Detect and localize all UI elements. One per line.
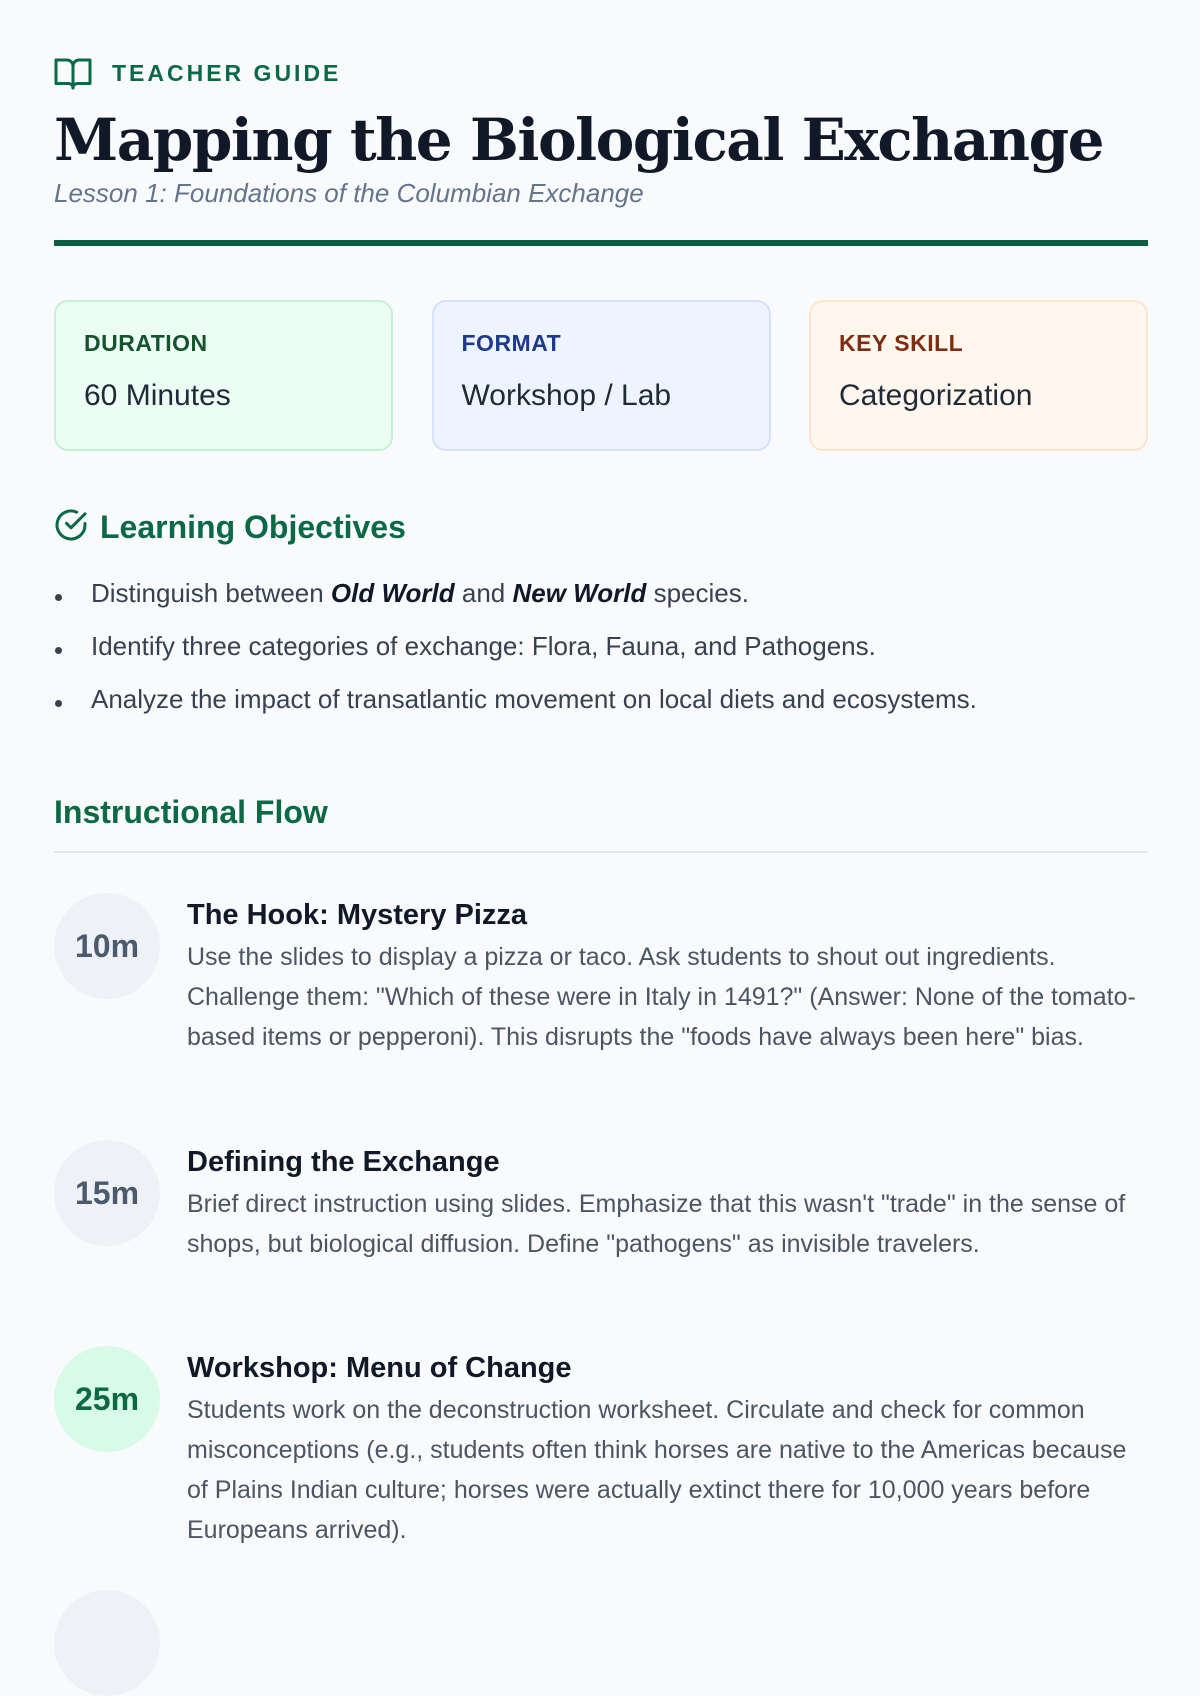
objectives-list xyxy=(54,578,977,737)
format-card xyxy=(432,300,771,451)
objective-emphasis: New World xyxy=(512,578,647,608)
step-description: Brief direct instruction using slides. Emphasize that this wasn't "trade" in the sense of shops, but biological diffusion. Define "pathogens" as invisible travelers. xyxy=(187,1190,1126,1258)
step-time-badge: 15m xyxy=(54,1140,160,1246)
flow-divider xyxy=(54,851,1148,853)
step-body xyxy=(187,893,1147,1057)
info-cards xyxy=(54,300,1148,451)
duration-card xyxy=(54,300,393,451)
step-title: Workshop: Menu of Change xyxy=(187,1352,572,1384)
book-open-icon xyxy=(54,56,92,90)
objectives-heading xyxy=(54,508,406,547)
step-time-badge: 10m xyxy=(54,893,160,999)
card-value: Workshop / Lab xyxy=(461,379,672,412)
card-label: KEY SKILL xyxy=(839,330,964,356)
step-body xyxy=(187,1346,1147,1550)
objective-text: species. xyxy=(646,578,749,608)
check-circle-icon xyxy=(54,508,88,547)
card-label: DURATION xyxy=(84,330,208,356)
step-time-badge: 25m xyxy=(54,1346,160,1452)
objectives-heading-text: Learning Objectives xyxy=(100,509,406,545)
step-title: The Hook: Mystery Pizza xyxy=(187,899,528,931)
eyebrow-label: TEACHER GUIDE xyxy=(112,59,342,86)
key-skill-card xyxy=(809,300,1148,451)
objective-text: Identify three categories of exchange: Flora, Fauna, and Pathogens. xyxy=(91,631,876,661)
list-item xyxy=(54,631,977,684)
card-label: FORMAT xyxy=(461,330,562,356)
page-title: Mapping the Biological Exchange xyxy=(54,106,1104,174)
header-divider xyxy=(54,240,1148,246)
step-title: Defining the Exchange xyxy=(187,1146,500,1178)
objective-emphasis: Old World xyxy=(330,578,455,608)
flow-heading: Instructional Flow xyxy=(54,794,328,830)
card-value: 60 Minutes xyxy=(84,379,231,412)
step-description: Use the slides to display a pizza or taco. Ask students to shout out ingredients. Challenge them: "Which of these were in Italy in 1491?" (Answer: None of the tomato-based items or pepperoni). This disrupts the "foods have always been here" bias. xyxy=(187,943,1136,1051)
objective-text: Analyze the impact of transatlantic movement on local diets and ecosystems. xyxy=(91,684,977,714)
step-body xyxy=(187,1140,1147,1264)
list-item xyxy=(54,684,977,737)
next-step-badge xyxy=(54,1590,160,1696)
list-item xyxy=(54,578,977,631)
step-description: Students work on the deconstruction worksheet. Circulate and check for common misconceptions (e.g., students often think horses are native to the Americas because of Plains Indian culture; horses were actually extinct there for 10,000 years before Europeans arrived). xyxy=(187,1396,1127,1544)
page-subtitle: Lesson 1: Foundations of the Columbian Exchange xyxy=(54,178,644,208)
objective-text: Distinguish between xyxy=(91,578,331,608)
card-value: Categorization xyxy=(839,379,1033,412)
objective-text: and xyxy=(454,578,513,608)
guide-eyebrow xyxy=(54,56,341,90)
